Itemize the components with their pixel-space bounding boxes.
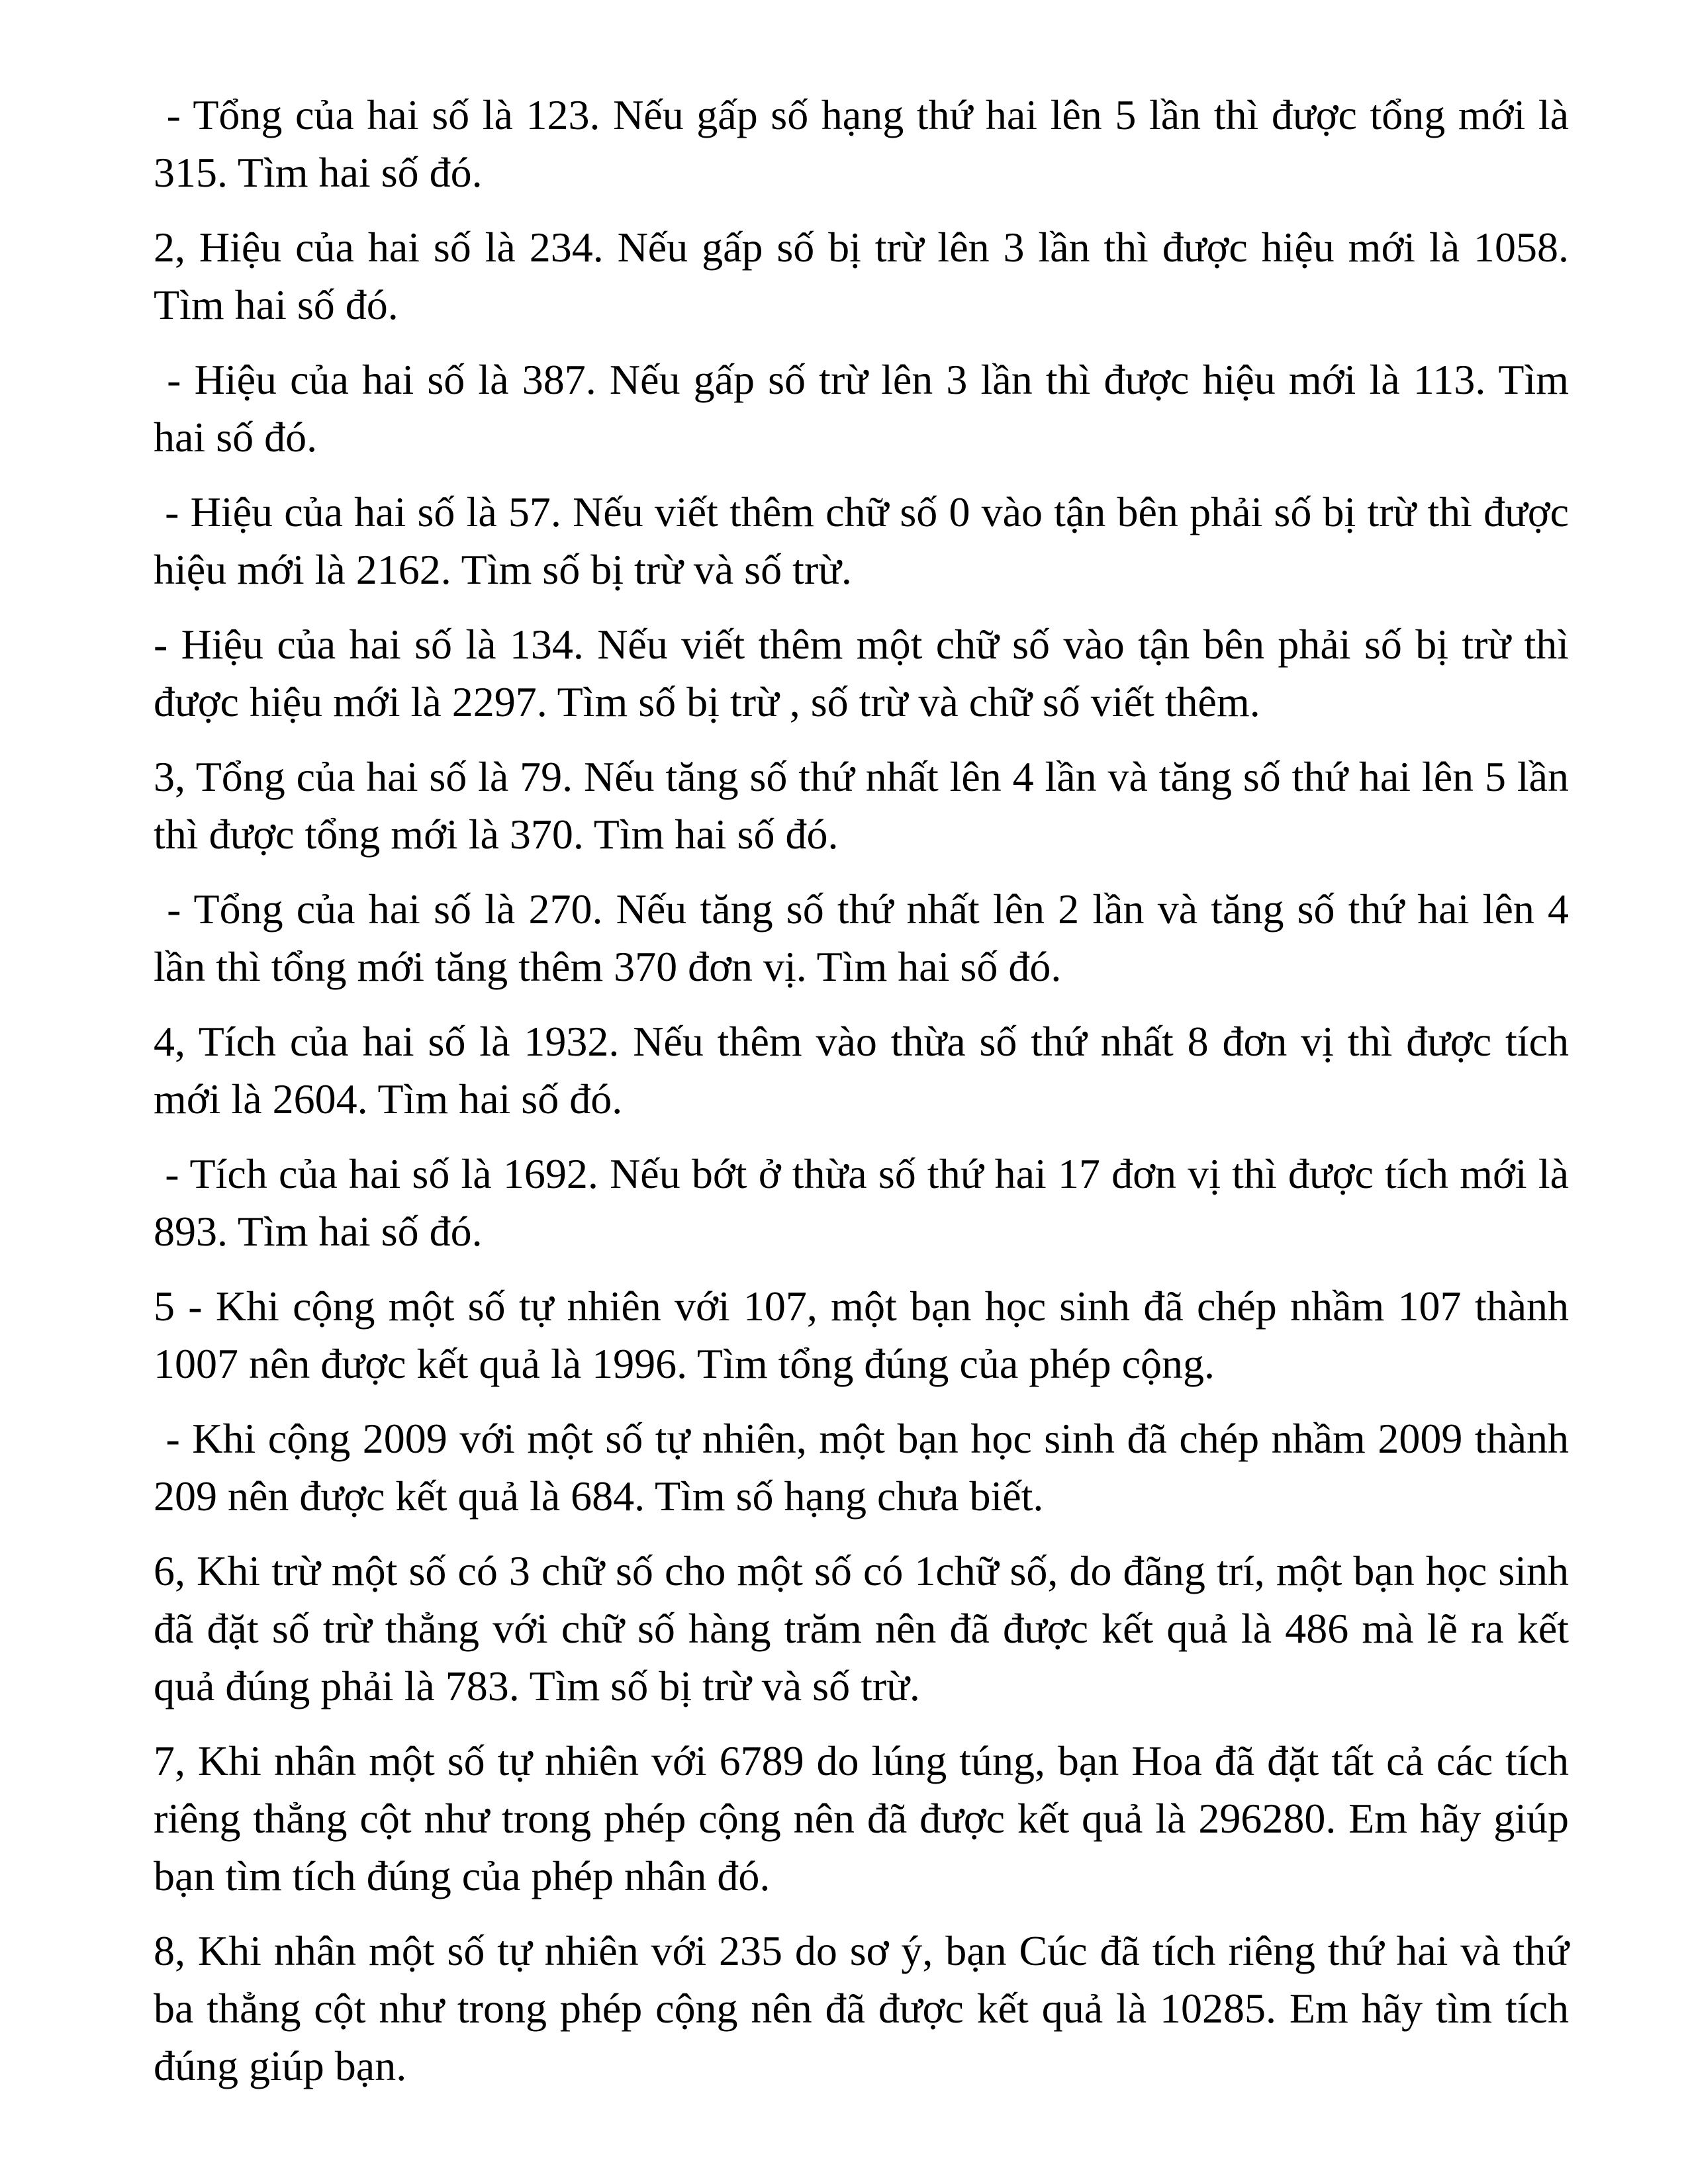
problem-paragraph-7: - Tổng của hai số là 270. Nếu tăng số thứ nhất lên 2 lần và tăng số thứ hai lên 4 lần thì tổng mới tăng thêm 370 đơn vị. Tìm hai số đó.: [154, 886, 1580, 990]
problem-paragraph-8: 4, Tích của hai số là 1932. Nếu thêm vào thừa số thứ nhất 8 đơn vị thì được tích mới là 2604. Tìm hai số đó.: [154, 1018, 1579, 1122]
problem-paragraph-2: 2, Hiệu của hai số là 234. Nếu gấp số bị trừ lên 3 lần thì được hiệu mới là 1058. Tìm hai số đó.: [154, 224, 1579, 328]
problem-paragraph-13: 7, Khi nhân một số tự nhiên với 6789 do lúng túng, bạn Hoa đã đặt tất cả các tích riêng thẳng cột như trong phép cộng nên đã được kết quả là 296280. Em hãy giúp bạn tìm tích đúng của phép nhân đó.: [154, 1737, 1579, 1899]
problem-paragraph-6: 3, Tổng của hai số là 79. Nếu tăng số thứ nhất lên 4 lần và tăng số thứ hai lên 5 lần thì được tổng mới là 370. Tìm hai số đó.: [154, 753, 1579, 858]
problem-paragraph-4: - Hiệu của hai số là 57. Nếu viết thêm chữ số 0 vào tận bên phải số bị trừ thì được hiệu mới là 2162. Tìm số bị trừ và số trừ.: [154, 488, 1580, 593]
problem-paragraph-9: - Tích của hai số là 1692. Nếu bớt ở thừa số thứ hai 17 đơn vị thì được tích mới là 893. Tìm hai số đó.: [154, 1150, 1580, 1255]
problem-paragraph-14: 8, Khi nhân một số tự nhiên với 235 do sơ ý, bạn Cúc đã tích riêng thứ hai và thứ ba thẳng cột như trong phép cộng nên đã được kết quả là 10285. Em hãy tìm tích đúng giúp bạn.: [154, 1927, 1579, 2089]
problem-paragraph-1: - Tổng của hai số là 123. Nếu gấp số hạng thứ hai lên 5 lần thì được tổng mới là 315. Tìm hai số đó.: [154, 91, 1580, 196]
document-body: [154, 86, 1580, 2095]
problem-paragraph-10: 5 - Khi cộng một số tự nhiên với 107, một bạn học sinh đã chép nhầm 107 thành 1007 nên được kết quả là 1996. Tìm tổng đúng của phép cộng.: [154, 1283, 1579, 1387]
problem-paragraph-5: - Hiệu của hai số là 134. Nếu viết thêm một chữ số vào tận bên phải số bị trừ thì được hiệu mới là 2297. Tìm số bị trừ , số trừ và chữ số viết thêm.: [154, 621, 1579, 725]
problem-paragraph-12: 6, Khi trừ một số có 3 chữ số cho một số có 1chữ số, do đãng trí, một bạn học sinh đã đặt số trừ thẳng với chữ số hàng trăm nên đã được kết quả là 486 mà lẽ ra kết quả đúng phải là 783. Tìm số bị trừ và số trừ.: [154, 1547, 1579, 1709]
problem-paragraph-11: - Khi cộng 2009 với một số tự nhiên, một bạn học sinh đã chép nhầm 2009 thành 209 nên được kết quả là 684. Tìm số hạng chưa biết.: [154, 1415, 1580, 1520]
problem-paragraph-3: - Hiệu của hai số là 387. Nếu gấp số trừ lên 3 lần thì được hiệu mới là 113. Tìm hai số đó.: [154, 356, 1580, 461]
